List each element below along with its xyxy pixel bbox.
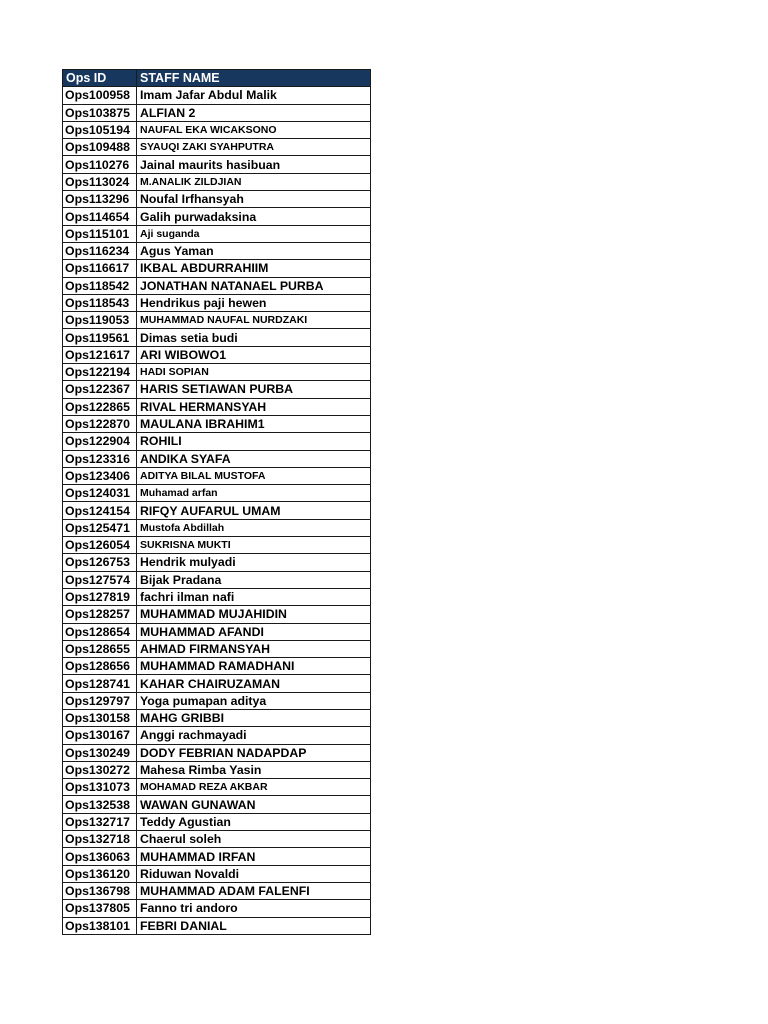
staff-name-cell: MUHAMMAD MUJAHIDIN [137,606,371,623]
table-row [63,260,371,277]
table-row [63,588,371,605]
table-row [63,779,371,796]
ops-id-cell: Ops113024 [63,173,137,190]
table-row [63,398,371,415]
ops-id-cell: Ops128741 [63,675,137,692]
table-row [63,329,371,346]
table-row [63,364,371,381]
staff-name-cell: RIFQY AUFARUL UMAM [137,502,371,519]
table-row [63,865,371,882]
column-header-staff-name: STAFF NAME [137,70,371,87]
table-row [63,381,371,398]
staff-name-cell: WAWAN GUNAWAN [137,796,371,813]
ops-id-cell: Ops130249 [63,744,137,761]
table-row [63,882,371,899]
ops-id-cell: Ops119561 [63,329,137,346]
table-row [63,485,371,502]
staff-name-cell: FEBRI DANIAL [137,917,371,934]
staff-name-cell: Muhamad arfan [137,485,371,502]
ops-id-cell: Ops126753 [63,554,137,571]
table-row [63,191,371,208]
staff-name-cell: SUKRISNA MUKTI [137,537,371,554]
staff-name-cell: MAHG GRIBBI [137,709,371,726]
staff-name-cell: AHMAD FIRMANSYAH [137,640,371,657]
table-row [63,900,371,917]
ops-id-cell: Ops128654 [63,623,137,640]
ops-id-cell: Ops136798 [63,882,137,899]
table-row [63,640,371,657]
staff-name-cell: MAULANA IBRAHIM1 [137,415,371,432]
staff-name-cell: KAHAR CHAIRUZAMAN [137,675,371,692]
table-row [63,208,371,225]
table-row [63,294,371,311]
staff-name-cell: IKBAL ABDURRAHIIM [137,260,371,277]
staff-name-cell: Dimas setia budi [137,329,371,346]
table-row [63,312,371,329]
ops-id-cell: Ops115101 [63,225,137,242]
ops-id-cell: Ops122194 [63,364,137,381]
staff-name-cell: ANDIKA SYAFA [137,450,371,467]
ops-id-cell: Ops125471 [63,519,137,536]
table-row [63,761,371,778]
staff-name-cell: Anggi rachmayadi [137,727,371,744]
table-row [63,848,371,865]
table-row [63,692,371,709]
table-row [63,675,371,692]
staff-table [62,69,371,935]
ops-id-cell: Ops114654 [63,208,137,225]
ops-id-cell: Ops132717 [63,813,137,830]
staff-name-cell: Aji suganda [137,225,371,242]
staff-name-cell: fachri ilman nafi [137,588,371,605]
staff-name-cell: MOHAMAD REZA AKBAR [137,779,371,796]
table-row [63,242,371,259]
ops-id-cell: Ops123316 [63,450,137,467]
staff-name-cell: ARI WIBOWO1 [137,346,371,363]
staff-name-cell: Riduwan Novaldi [137,865,371,882]
staff-name-cell: MUHAMMAD NAUFAL NURDZAKI [137,312,371,329]
staff-name-cell: Teddy Agustian [137,813,371,830]
ops-id-cell: Ops127574 [63,571,137,588]
ops-id-cell: Ops100958 [63,87,137,104]
ops-id-cell: Ops119053 [63,312,137,329]
table-row [63,87,371,104]
ops-id-cell: Ops137805 [63,900,137,917]
ops-id-cell: Ops113296 [63,191,137,208]
table-row [63,519,371,536]
staff-name-cell: ADITYA BILAL MUSTOFA [137,467,371,484]
table-row [63,156,371,173]
ops-id-cell: Ops105194 [63,121,137,138]
table-row [63,415,371,432]
table-row [63,450,371,467]
table-row [63,225,371,242]
table-row [63,623,371,640]
ops-id-cell: Ops116617 [63,260,137,277]
staff-name-cell: Hendrikus paji hewen [137,294,371,311]
staff-name-cell: Galih purwadaksina [137,208,371,225]
staff-name-cell: Imam Jafar Abdul Malik [137,87,371,104]
table-row [63,744,371,761]
table-row [63,139,371,156]
ops-id-cell: Ops116234 [63,242,137,259]
header-row [63,70,371,87]
ops-id-cell: Ops132538 [63,796,137,813]
table-row [63,709,371,726]
ops-id-cell: Ops103875 [63,104,137,121]
staff-name-cell: Hendrik mulyadi [137,554,371,571]
table-row [63,917,371,934]
ops-id-cell: Ops118543 [63,294,137,311]
ops-id-cell: Ops122870 [63,415,137,432]
ops-id-cell: Ops123406 [63,467,137,484]
staff-name-cell: MUHAMMAD IRFAN [137,848,371,865]
ops-id-cell: Ops118542 [63,277,137,294]
ops-id-cell: Ops138101 [63,917,137,934]
table-row [63,727,371,744]
ops-id-cell: Ops124031 [63,485,137,502]
ops-id-cell: Ops129797 [63,692,137,709]
ops-id-cell: Ops126054 [63,537,137,554]
table-row [63,121,371,138]
ops-id-cell: Ops122904 [63,433,137,450]
staff-name-cell: Bijak Pradana [137,571,371,588]
staff-name-cell: DODY FEBRIAN NADAPDAP [137,744,371,761]
ops-id-cell: Ops128257 [63,606,137,623]
ops-id-cell: Ops128655 [63,640,137,657]
staff-name-cell: MUHAMMAD AFANDI [137,623,371,640]
table-body [63,87,371,935]
staff-name-cell: Mustofa Abdillah [137,519,371,536]
ops-id-cell: Ops136120 [63,865,137,882]
staff-name-cell: MUHAMMAD RAMADHANI [137,658,371,675]
staff-name-cell: HADI SOPIAN [137,364,371,381]
table-row [63,277,371,294]
ops-id-cell: Ops132718 [63,831,137,848]
staff-name-cell: Yoga pumapan aditya [137,692,371,709]
staff-name-cell: JONATHAN NATANAEL PURBA [137,277,371,294]
staff-name-cell: NAUFAL EKA WICAKSONO [137,121,371,138]
ops-id-cell: Ops124154 [63,502,137,519]
table-row [63,104,371,121]
ops-id-cell: Ops128656 [63,658,137,675]
staff-name-cell: MUHAMMAD ADAM FALENFI [137,882,371,899]
table-row [63,813,371,830]
staff-name-cell: Noufal Irfhansyah [137,191,371,208]
ops-id-cell: Ops130158 [63,709,137,726]
table-row [63,571,371,588]
table-row [63,346,371,363]
staff-name-cell: Agus Yaman [137,242,371,259]
ops-id-cell: Ops130272 [63,761,137,778]
staff-name-cell: RIVAL HERMANSYAH [137,398,371,415]
table-row [63,796,371,813]
column-header-ops-id: Ops ID [63,70,137,87]
ops-id-cell: Ops136063 [63,848,137,865]
staff-name-cell: SYAUQI ZAKI SYAHPUTRA [137,139,371,156]
staff-name-cell: M.ANALIK ZILDJIAN [137,173,371,190]
ops-id-cell: Ops122367 [63,381,137,398]
table-row [63,173,371,190]
staff-name-cell: Fanno tri andoro [137,900,371,917]
staff-name-cell: ROHILI [137,433,371,450]
ops-id-cell: Ops121617 [63,346,137,363]
table-row [63,502,371,519]
ops-id-cell: Ops109488 [63,139,137,156]
ops-id-cell: Ops122865 [63,398,137,415]
table-row [63,537,371,554]
staff-name-cell: Jainal maurits hasibuan [137,156,371,173]
table-row [63,433,371,450]
ops-id-cell: Ops131073 [63,779,137,796]
table-row [63,554,371,571]
staff-name-cell: HARIS SETIAWAN PURBA [137,381,371,398]
ops-id-cell: Ops110276 [63,156,137,173]
ops-id-cell: Ops130167 [63,727,137,744]
ops-id-cell: Ops127819 [63,588,137,605]
table-row [63,467,371,484]
staff-name-cell: Chaerul soleh [137,831,371,848]
staff-name-cell: Mahesa Rimba Yasin [137,761,371,778]
table-row [63,658,371,675]
table-row [63,831,371,848]
staff-name-cell: ALFIAN 2 [137,104,371,121]
table-row [63,606,371,623]
